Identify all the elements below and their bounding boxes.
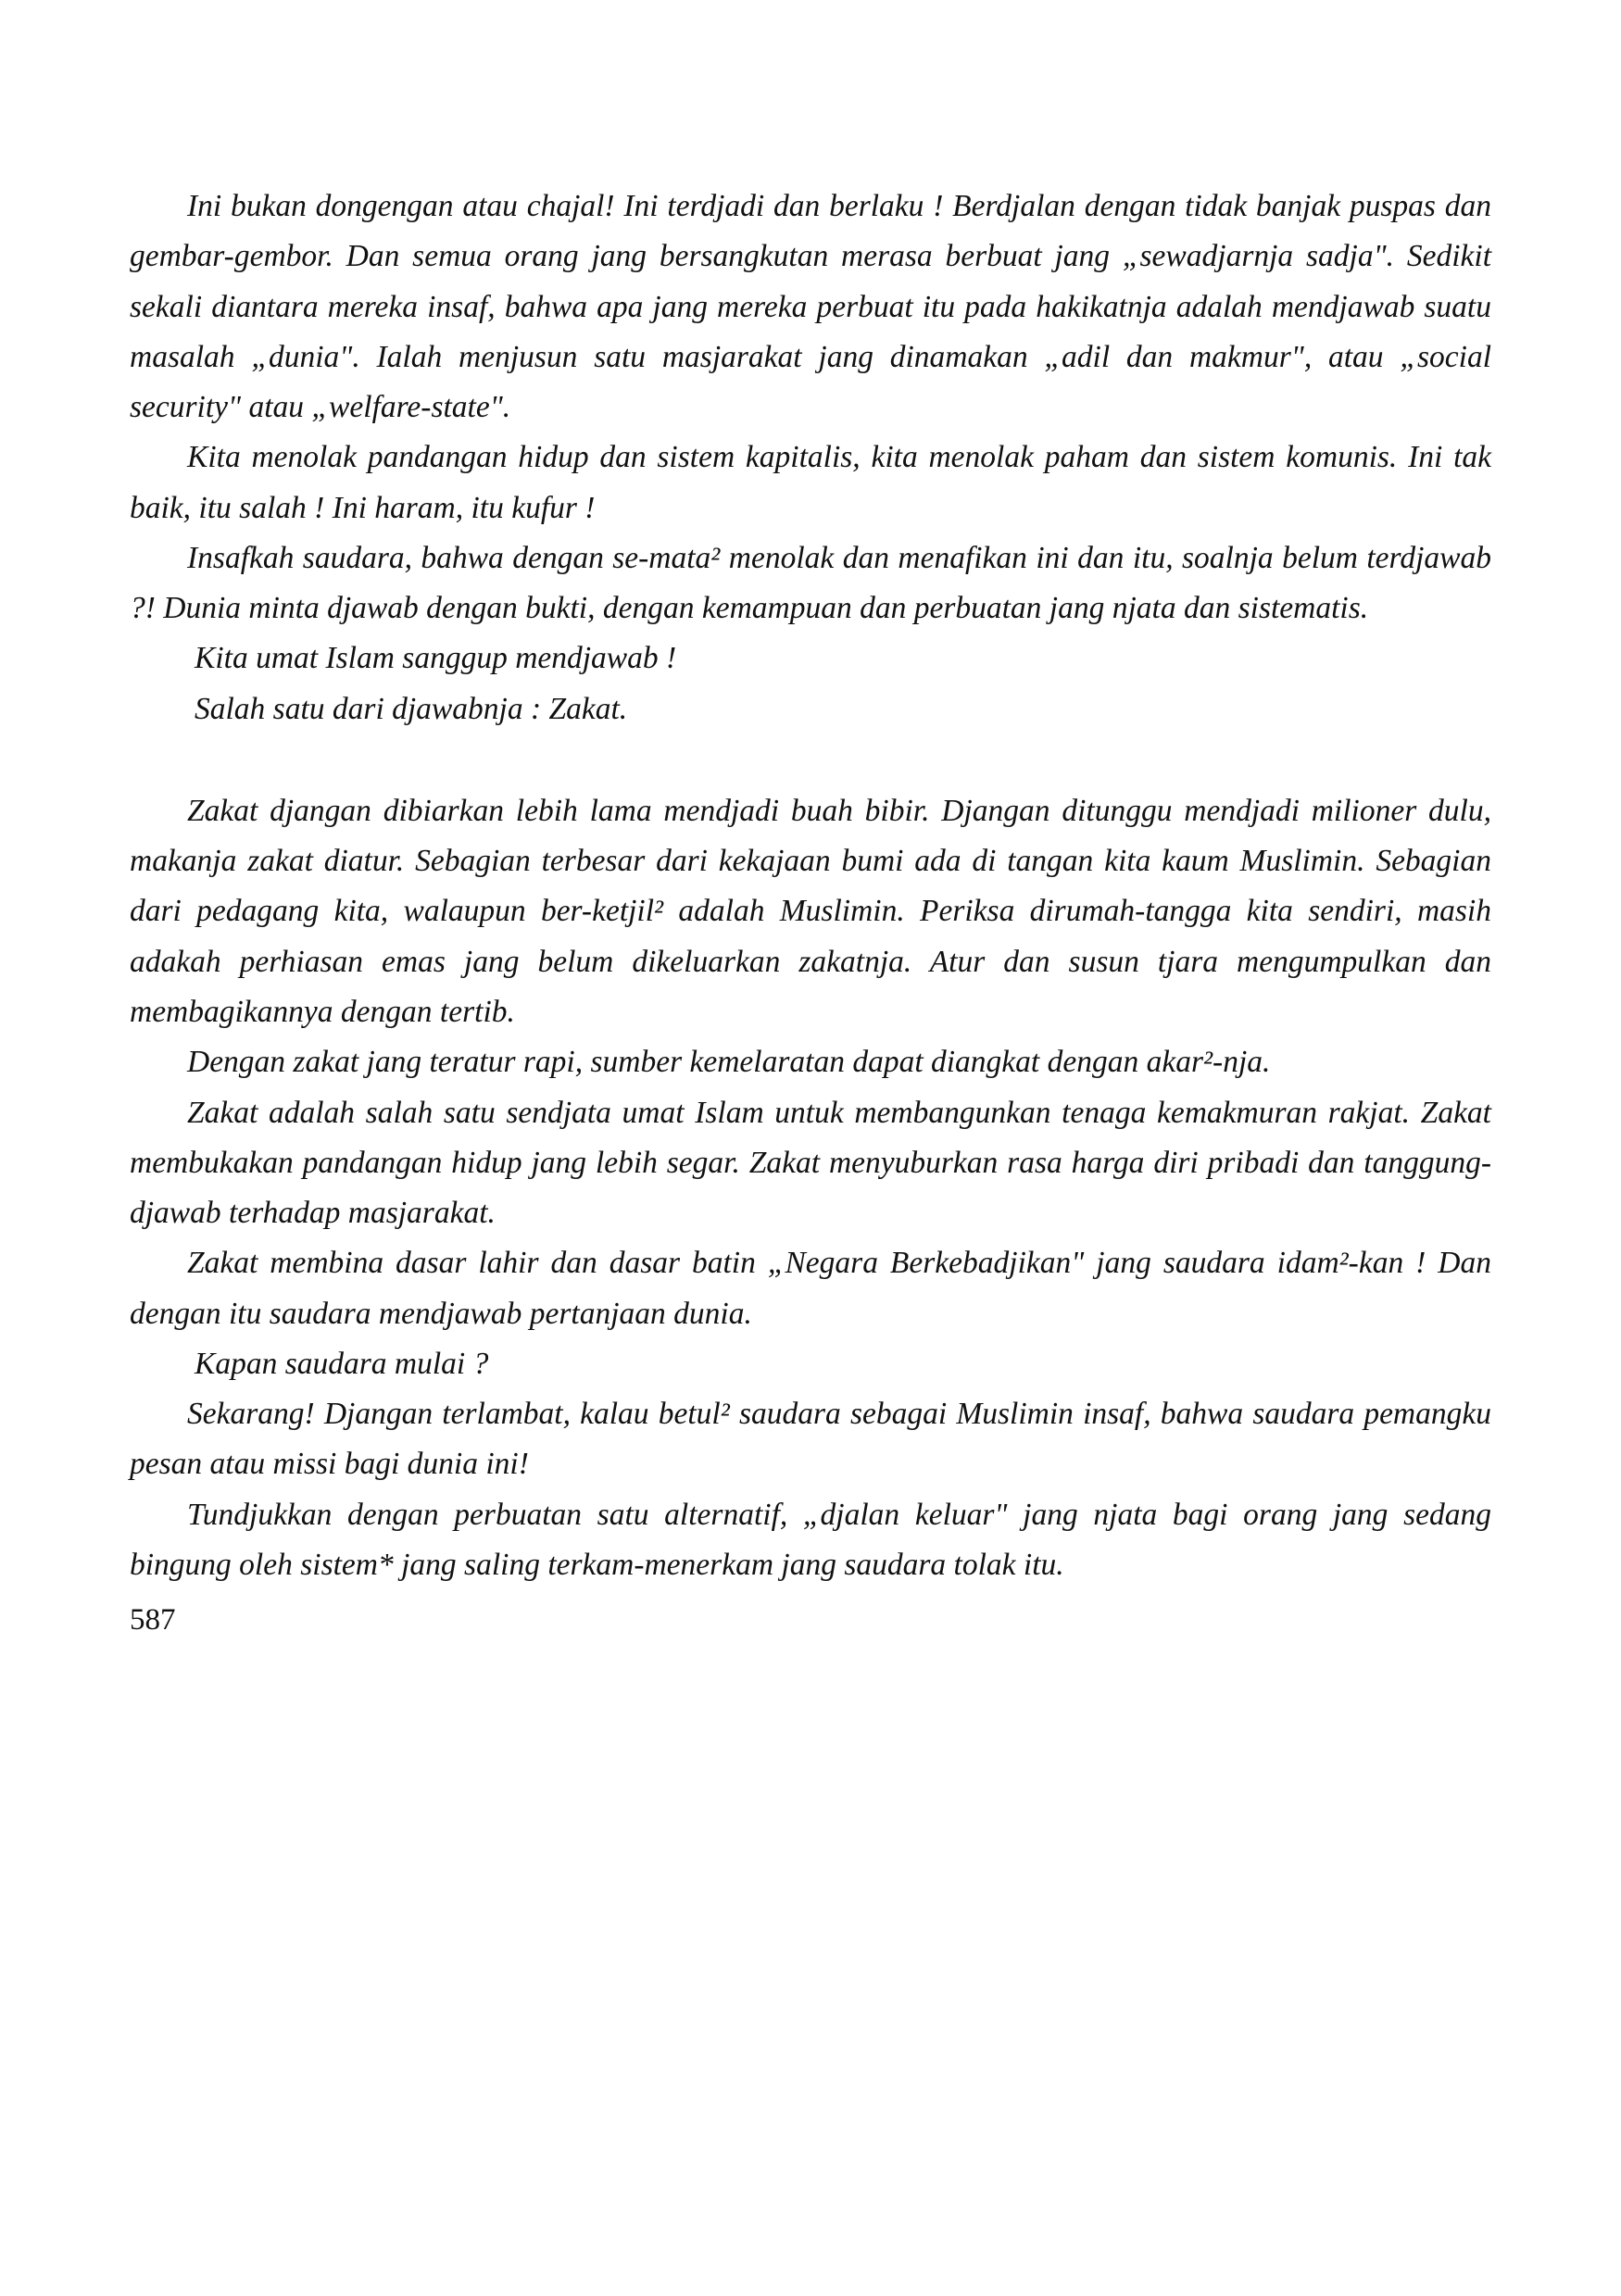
paragraph: Sekarang! Djangan terlambat, kalau betul² saudara sebagai Muslimin insaf, bahwa saudara pemangku pesan atau missi bagi dunia ini! [130, 1397, 1491, 1482]
paragraph: Zakat adalah salah satu sendjata umat Islam untuk membangunkan tenaga kemakmuran rakjat. Zakat membukakan pandangan hidup jang lebih segar. Zakat menyuburkan rasa harga diri pribadi dan tanggung-djawab terhadap masjarakat. [130, 1095, 1491, 1231]
page-body [130, 182, 1491, 1646]
paragraph: Dengan zakat jang teratur rapi, sumber kemelaratan dapat diangkat dengan akar²-nja. [187, 1045, 1271, 1080]
page-number: 587 [130, 1603, 176, 1637]
paragraph: Tundjukkan dengan perbuatan satu alternatif, „djalan keluar" jang njata bagi orang jang sedang bingung oleh sistem* jang saling terkam-menerkam jang saudara tolak itu. [130, 1497, 1491, 1582]
paragraph: Kita umat Islam sanggup mendjawab ! [195, 641, 677, 676]
paragraph: Salah satu dari djawabnja : Zakat. [195, 691, 628, 726]
paragraph: Kapan saudara mulai ? [195, 1346, 489, 1381]
paragraph: Insafkah saudara, bahwa dengan se-mata² menolak dan menafikan ini dan itu, soalnja belum terdjawab ?! Dunia minta djawab dengan bukti, dengan kemampuan dan perbuatan jang njata dan sistematis. [130, 540, 1491, 626]
paragraph: Zakat membina dasar lahir dan dasar batin „Negara Berkebadjikan" jang saudara idam²-kan ! Dan dengan itu saudara mendjawab pertanjaan dunia. [130, 1246, 1491, 1331]
paragraph: Zakat djangan dibiarkan lebih lama mendjadi buah bibir. Djangan ditunggu mendjadi milioner dulu, makanja zakat diatur. Sebagian terbesar dari kekajaan bumi ada di tangan kita kaum Muslimin. Sebagian dari pedagang kita, walaupun ber-ketjil² adalah Muslimin. Periksa dirumah-tangga kita sendiri, masih adakah perhiasan emas jang belum dikeluarkan zakatnja. Atur dan susun tjara mengumpulkan dan membagikannya dengan tertib. [130, 793, 1491, 1029]
paragraph: Ini bukan dongengan atau chajal! Ini terdjadi dan berlaku ! Berdjalan dengan tidak banjak puspas dan gembar-gembor. Dan semua orang jang bersangkutan merasa berbuat jang „sewadjarnja sadja". Sedikit sekali diantara mereka insaf, bahwa apa jang mereka perbuat itu pada hakikatnja adalah mendjawab suatu masalah „dunia". Ialah menjusun satu masjarakat jang dinamakan „adil dan makmur", atau „social security" atau „welfare-state". [130, 189, 1491, 425]
paragraph: Kita menolak pandangan hidup dan sistem kapitalis, kita menolak paham dan sistem komunis. Ini tak baik, itu salah ! Ini haram, itu kufur ! [130, 440, 1491, 525]
paragraph-spacer [130, 734, 1491, 786]
